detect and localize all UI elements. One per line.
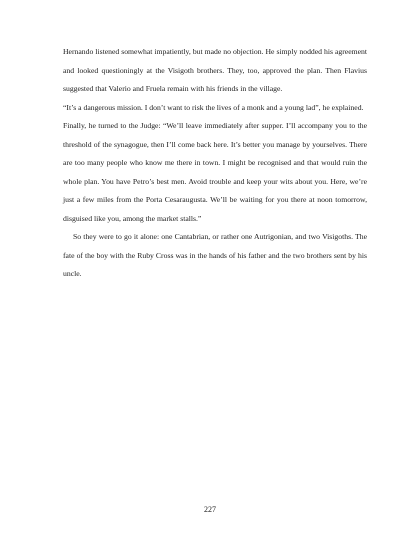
page-number: 227 <box>204 505 216 514</box>
paragraph: “It’s a dangerous mission. I don’t want to risk the lives of a monk and a young lad”, he explained. <box>63 102 364 112</box>
paragraph: Finally, he turned to the Judge: “We’ll leave immediately after supper. I’ll accompany you to the threshold of the synagogue, then I’ll come back here. It’s better you manage by yourselves. There are too many people who know me there in town. I might be recognised and that would ruin the whole plan. You have Petro’s best men. Avoid trouble and keep your wits about you. Here, we’re just a few miles from the Porta Cesaraugusta. We’ll be waiting for you there at noon tomorrow, disguised like you, among the market stalls.” <box>63 121 367 223</box>
paragraph: So they were to go it alone: one Cantabrian, or rather one Autrigonian, and two Visigoths. The fate of the boy with the Ruby Cross was in the hands of his father and the two brothers sent by his uncle. <box>63 232 367 278</box>
paragraph: Hernando listened somewhat impatiently, but made no objection. He simply nodded his agreement and looked questioningly at the Visigoth brothers. They, too, approved the plan. Then Flavius suggested that Valerio and Fruela remain with his friends in the village. <box>63 47 367 93</box>
body-text <box>63 43 367 284</box>
